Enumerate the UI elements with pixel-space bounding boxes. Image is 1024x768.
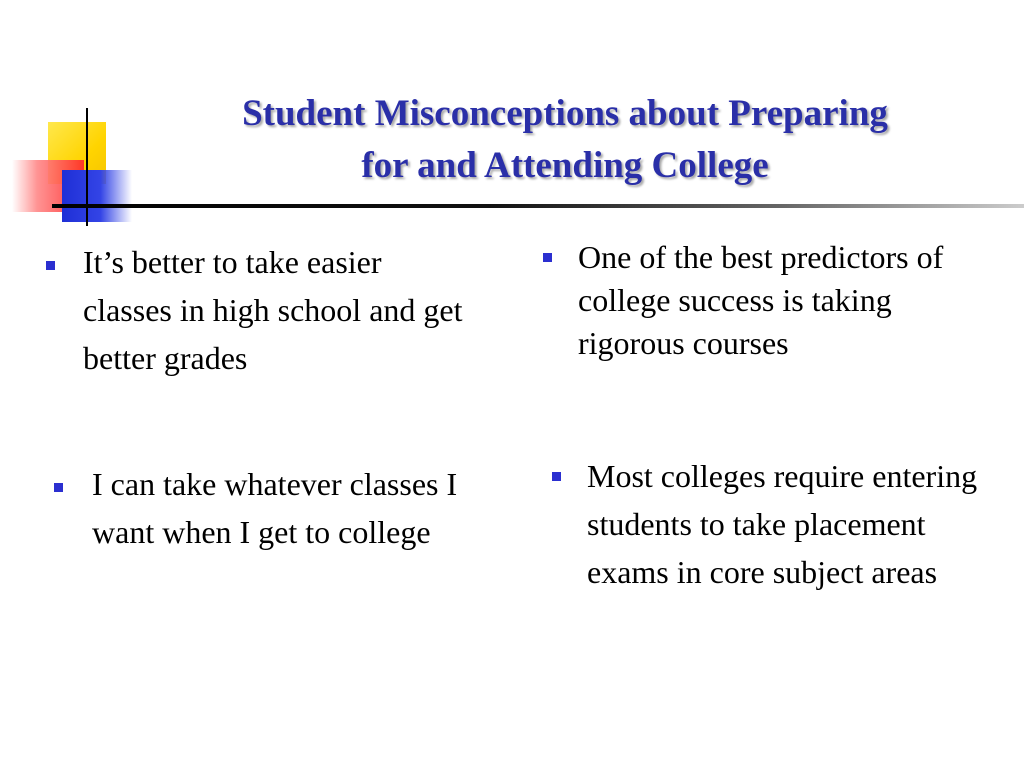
bullet-text: It’s better to take easier classes in high school and get better grades — [83, 244, 463, 376]
slide-title-line-1: Student Misconceptions about Preparing — [242, 93, 888, 134]
square-bullet-icon — [54, 483, 63, 492]
bullet-misconception-easier-classes — [46, 238, 466, 382]
vertical-rule — [86, 108, 88, 226]
slide-title — [150, 88, 980, 192]
bullet-text: I can take whatever classes I want when I get to college — [92, 466, 458, 550]
blue-square-decoration — [62, 170, 132, 222]
slide-title-line-2: for and Attending College — [361, 145, 769, 186]
bullet-text: One of the best predictors of college success is taking rigorous courses — [578, 239, 944, 361]
square-bullet-icon — [46, 261, 55, 270]
bullet-misconception-any-classes — [54, 460, 474, 556]
square-bullet-icon — [543, 253, 552, 262]
square-bullet-icon — [552, 472, 561, 481]
bullet-text: Most colleges require entering students to take placement exams in core subject areas — [587, 458, 978, 590]
bullet-fact-rigorous-courses — [536, 236, 976, 365]
title-underline-rule — [52, 204, 1024, 208]
bullet-fact-placement-exams — [546, 452, 986, 596]
